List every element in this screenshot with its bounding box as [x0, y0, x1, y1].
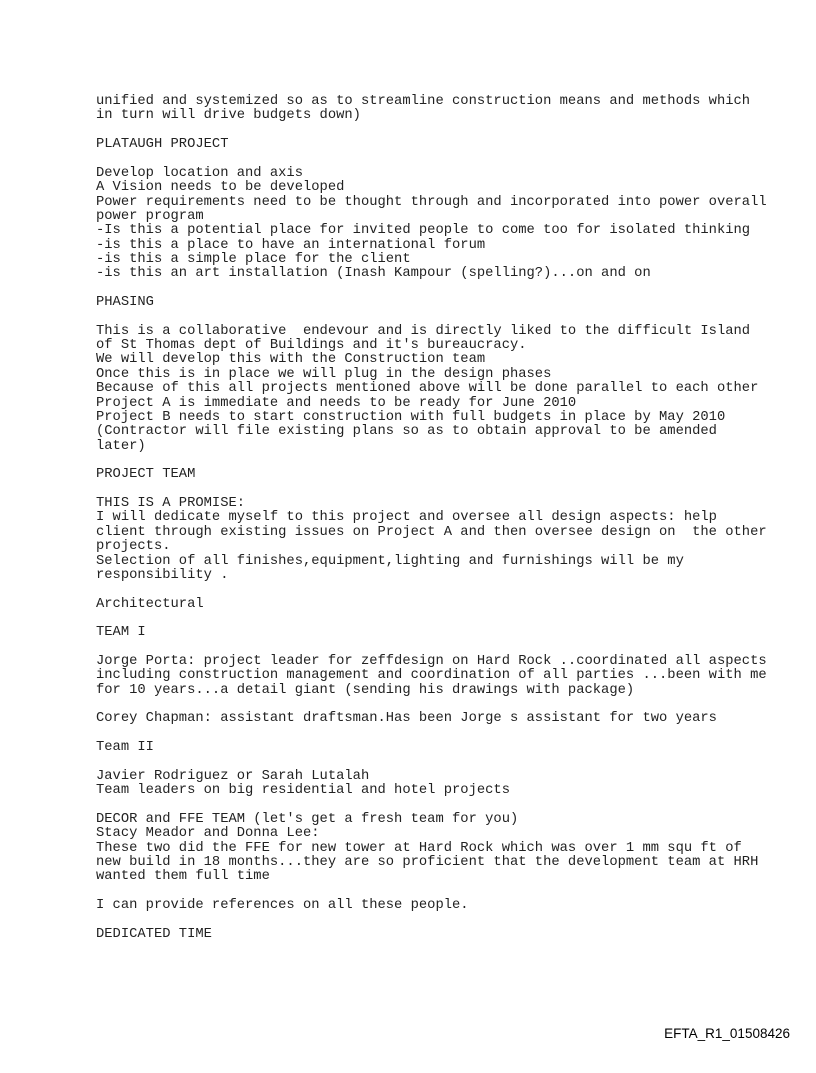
text-line: DECOR and FFE TEAM (let's get a fresh team for you) [96, 811, 519, 827]
text-line: new build in 18 months...they are so proficient that the development team at HRH [96, 855, 759, 871]
document-body [96, 95, 767, 942]
text-line: Develop location and axis [96, 165, 303, 181]
text-line: unified and systemized so as to streamline construction means and methods which [96, 94, 751, 109]
document-id-footer: EFTA_R1_01508426 [664, 1026, 790, 1041]
text-line: This is a collaborative endevour and is directly liked to the difficult Island [96, 323, 751, 339]
text-line: PHASING [96, 295, 154, 311]
blank-line [96, 152, 767, 166]
blank-line [96, 454, 767, 468]
text-line: later) [96, 438, 146, 454]
text-line: responsibility . [96, 567, 229, 583]
text-line: These two did the FFE for new tower at Hard Rock which was over 1 mm squ ft of [96, 840, 742, 856]
text-line: THIS IS A PROMISE: [96, 496, 246, 512]
blank-line [96, 282, 767, 296]
blank-line [96, 612, 767, 626]
text-line: for 10 years...a detail giant (sending his drawings with package) [96, 682, 635, 698]
text-line: wanted them full time [96, 869, 270, 885]
text-line: A Vision needs to be developed [96, 180, 345, 196]
text-line: Team leaders on big residential and hotel projects [96, 783, 510, 799]
text-line: Javier Rodriguez or Sarah Lutalah [96, 768, 370, 784]
text-line: Project B needs to start construction with full budgets in place by May 2010 [96, 409, 726, 425]
blank-line [96, 727, 767, 741]
text-line: power program [96, 208, 204, 224]
text-line: Because of this all projects mentioned above will be done parallel to each other [96, 381, 759, 397]
text-line: Stacy Meador and Donna Lee: [96, 826, 320, 842]
text-line: TEAM I [96, 625, 146, 641]
text-line: Team II [96, 740, 154, 756]
text-line: including construction management and coordination of all parties ...been with me [96, 668, 767, 684]
text-line: PLATAUGH PROJECT [96, 137, 229, 153]
text-line: Corey Chapman: assistant draftsman.Has been Jorge s assistant for two years [96, 711, 717, 727]
text-line: (Contractor will file existing plans so as to obtain approval to be amended [96, 424, 717, 440]
text-line: of St Thomas dept of Buildings and it's bureaucracy. [96, 338, 527, 354]
text-line: We will develop this with the Construction team [96, 352, 486, 368]
blank-line [96, 483, 767, 497]
blank-line [96, 913, 767, 927]
blank-line [96, 885, 767, 899]
blank-line [96, 641, 767, 655]
text-line: Architectural [96, 596, 204, 612]
text-line: -is this a place to have an international forum [96, 237, 486, 253]
blank-line [96, 310, 767, 324]
text-line: Once this is in place we will plug in the design phases [96, 366, 552, 382]
text-line: Power requirements need to be thought through and incorporated into power overall [96, 194, 767, 210]
text-line: -Is this a potential place for invited people to come too for isolated thinking [96, 223, 751, 239]
text-line: PROJECT TEAM [96, 467, 196, 483]
blank-line [96, 799, 767, 813]
text-line: -is this an art installation (Inash Kampour (spelling?)...on and on [96, 266, 651, 282]
blank-line [96, 124, 767, 138]
text-line: I will dedicate myself to this project and oversee all design aspects: help [96, 510, 717, 526]
blank-line [96, 583, 767, 597]
text-line: -is this a simple place for the client [96, 251, 411, 267]
text-line: Jorge Porta: project leader for zeffdesign on Hard Rock ..coordinated all aspects [96, 654, 767, 670]
text-line: client through existing issues on Project A and then oversee design on the other [96, 524, 767, 540]
text-line: I can provide references on all these people. [96, 898, 469, 914]
text-line: DEDICATED TIME [96, 926, 212, 942]
blank-line [96, 756, 767, 770]
text-line: Selection of all finishes,equipment,lighting and furnishings will be my [96, 553, 684, 569]
text-line: in turn will drive budgets down) [96, 108, 361, 124]
text-line: projects. [96, 539, 171, 555]
text-line: Project A is immediate and needs to be ready for June 2010 [96, 395, 577, 411]
